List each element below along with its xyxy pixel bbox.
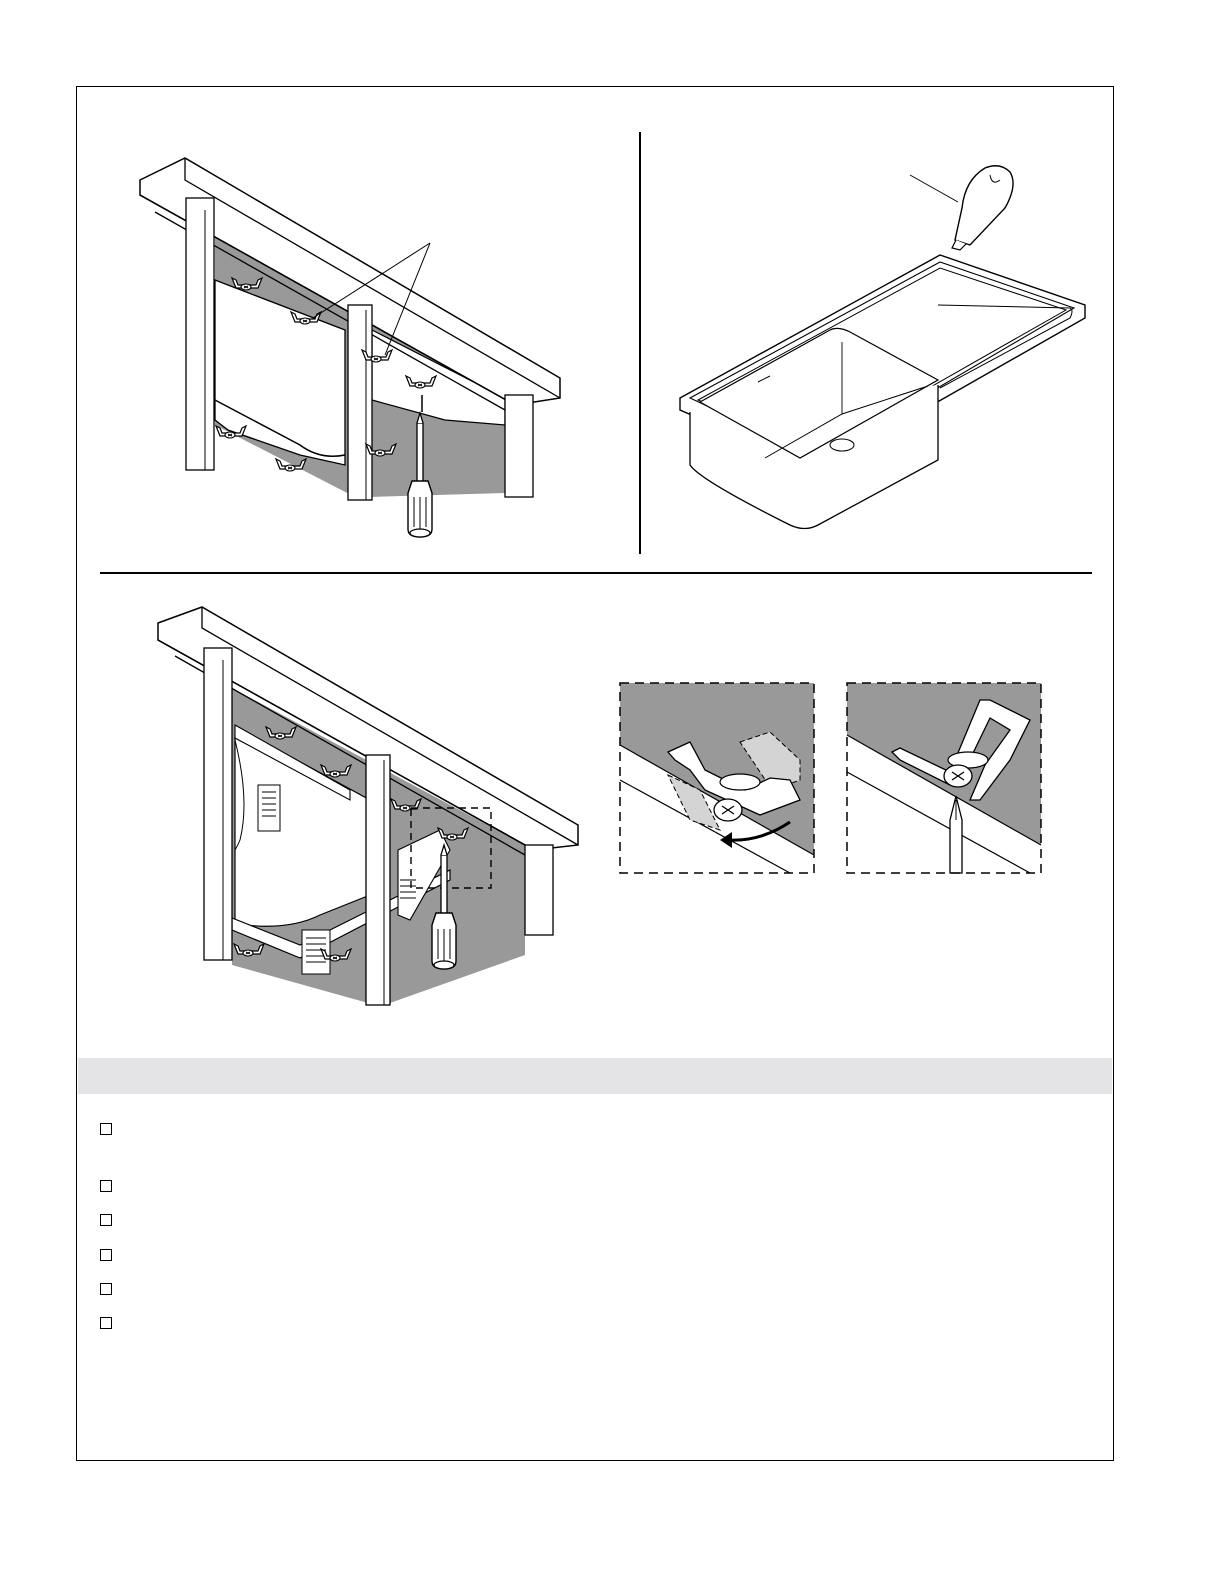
cabinet-sink-figure xyxy=(158,607,578,1005)
checklist-box[interactable] xyxy=(100,1283,112,1295)
checklist-box[interactable] xyxy=(100,1317,112,1329)
clip-tighten-detail xyxy=(847,683,1041,873)
checklist-box[interactable] xyxy=(100,1214,112,1226)
checklist-box[interactable] xyxy=(100,1180,112,1192)
checklist-box[interactable] xyxy=(100,1123,112,1135)
section-band xyxy=(78,1058,1112,1094)
checklist-box[interactable] xyxy=(100,1249,112,1261)
sink-sealant-figure xyxy=(680,166,1085,529)
clip-rotate-detail xyxy=(620,683,814,873)
cabinet-clips-figure xyxy=(140,158,560,537)
